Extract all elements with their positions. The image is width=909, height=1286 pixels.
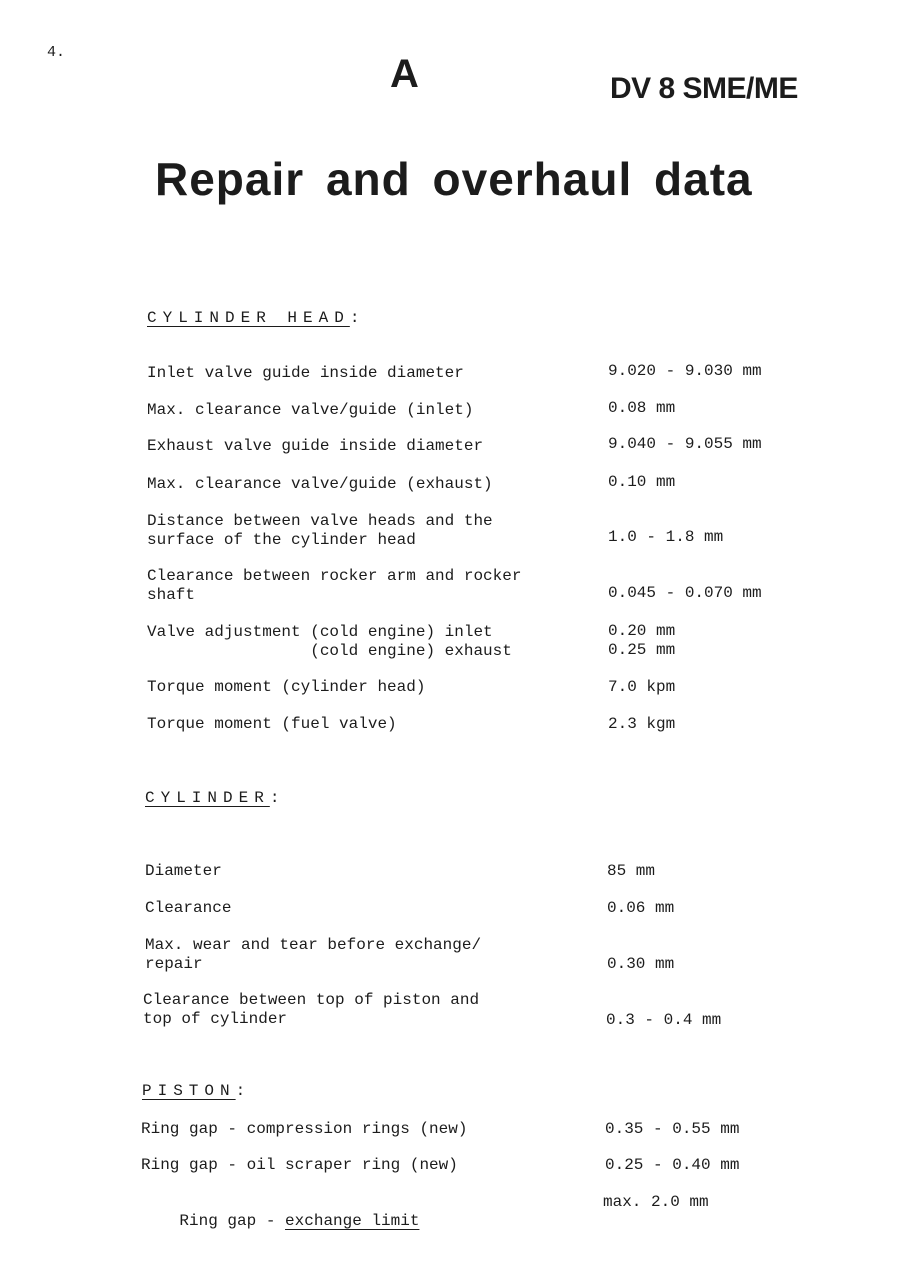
spec-value: 0.35 - 0.55 mm: [605, 1120, 740, 1138]
spec-label: Torque moment (cylinder head): [147, 678, 426, 696]
spec-label: Max. clearance valve/guide (exhaust): [147, 475, 493, 493]
section-heading-text: PISTON: [142, 1082, 236, 1100]
spec-label: Max. wear and tear before exchange/ repair: [145, 936, 482, 973]
section-letter: A: [390, 52, 419, 96]
spec-value: 9.020 - 9.030 mm: [608, 362, 762, 380]
section-heading-cylinder-head: [147, 309, 365, 327]
spec-value: 7.0 kpm: [608, 678, 676, 696]
spec-label: Ring gap - oil scraper ring (new): [141, 1156, 458, 1174]
spec-label: Clearance: [145, 899, 232, 917]
page-title: Repair and overhaul data: [155, 153, 753, 205]
spec-label: Inlet valve guide inside diameter: [147, 364, 464, 382]
section-heading-cylinder: [145, 789, 285, 807]
spec-label: Distance between valve heads and the surface of the cylinder head: [147, 512, 493, 549]
spec-value: 0.10 mm: [608, 473, 676, 491]
spec-label: [141, 1193, 419, 1250]
section-heading-colon: :: [235, 1082, 252, 1100]
spec-value: 0.30 mm: [607, 955, 675, 973]
spec-label: Max. clearance valve/guide (inlet): [147, 401, 474, 419]
spec-value: 2.3 kgm: [608, 715, 676, 733]
spec-value: 9.040 - 9.055 mm: [608, 435, 762, 453]
spec-value: max. 2.0 mm: [603, 1193, 709, 1211]
section-heading-piston: [142, 1082, 251, 1100]
spec-label: Ring gap - compression rings (new): [141, 1120, 468, 1138]
section-heading-colon: :: [269, 789, 286, 807]
spec-label: Exhaust valve guide inside diameter: [147, 437, 484, 455]
section-heading-colon: :: [349, 309, 366, 327]
spec-label: Clearance between rocker arm and rocker shaft: [147, 567, 522, 604]
spec-value: 0.06 mm: [607, 899, 675, 917]
spec-label: Clearance between top of piston and top of cylinder: [143, 991, 480, 1028]
spec-value: 0.08 mm: [608, 399, 676, 417]
spec-value: 0.045 - 0.070 mm: [608, 584, 762, 602]
engine-model: DV 8 SME/ME: [610, 72, 798, 105]
spec-value: 0.25 - 0.40 mm: [605, 1156, 740, 1174]
spec-value: 85 mm: [607, 862, 656, 880]
spec-label: Torque moment (fuel valve): [147, 715, 397, 733]
page-number: 4.: [47, 44, 66, 61]
spec-value: 0.20 mm 0.25 mm: [608, 622, 676, 659]
spec-label: Valve adjustment (cold engine) inlet (cold engine) exhaust: [147, 623, 512, 660]
spec-label-prefix: Ring gap -: [179, 1212, 286, 1230]
spec-value: 0.3 - 0.4 mm: [606, 1011, 722, 1029]
spec-value: 1.0 - 1.8 mm: [608, 528, 724, 546]
spec-label-emphasis: exchange limit: [285, 1212, 420, 1230]
section-heading-text: CYLINDER HEAD: [147, 309, 350, 327]
spec-label: Diameter: [145, 862, 222, 880]
section-heading-text: CYLINDER: [145, 789, 270, 807]
